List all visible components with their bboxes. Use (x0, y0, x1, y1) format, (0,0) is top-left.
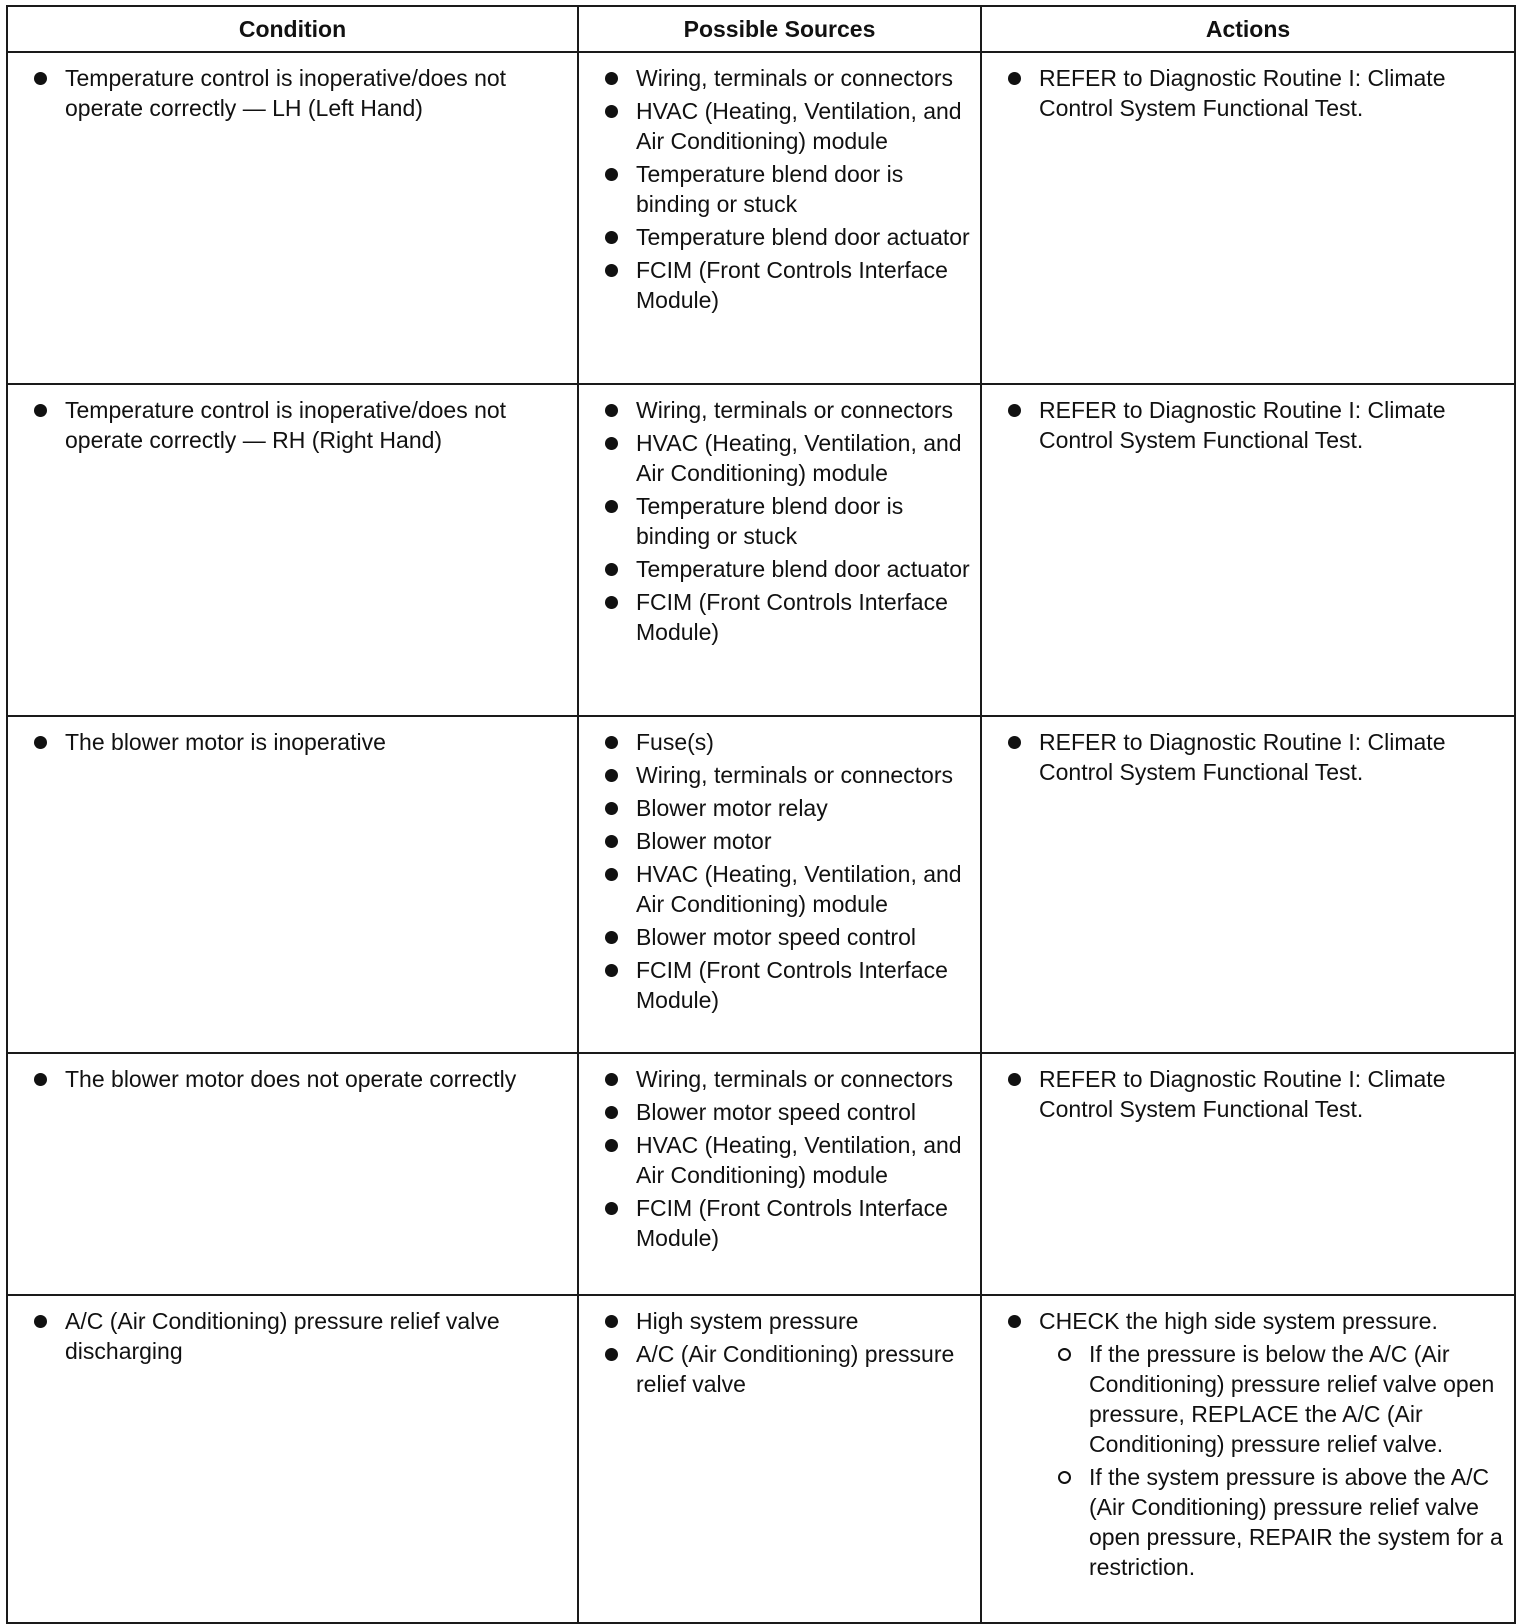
source-text: HVAC (Heating, Ventilation, and Air Conditioning) module (636, 430, 962, 486)
source-item (601, 1306, 972, 1336)
source-item (601, 159, 972, 219)
sub-action-item (1039, 1462, 1506, 1582)
bullet-icon (605, 264, 618, 277)
bullet-icon (605, 404, 618, 417)
source-text: FCIM (Front Controls Interface Module) (636, 257, 948, 313)
source-item (601, 922, 972, 952)
condition-text: Temperature control is inoperative/does not operate correctly — LH (Left Hand) (65, 65, 507, 121)
table-header-row (7, 6, 1515, 52)
condition-text: Temperature control is inoperative/does not operate correctly — RH (Right Hand) (65, 397, 507, 453)
source-item (601, 859, 972, 919)
source-item (601, 826, 972, 856)
actions-cell (981, 716, 1515, 1053)
bullet-icon (605, 437, 618, 450)
bullet-icon (605, 736, 618, 749)
diagnostic-table-page (6, 5, 1514, 1624)
source-text: HVAC (Heating, Ventilation, and Air Conditioning) module (636, 861, 962, 917)
bullet-icon (605, 500, 618, 513)
source-item (601, 63, 972, 93)
source-item (601, 222, 972, 252)
header-condition: Condition (7, 6, 578, 52)
source-text: Wiring, terminals or connectors (636, 397, 953, 423)
source-item (601, 727, 972, 757)
sub-action-item (1039, 1339, 1506, 1459)
source-text: Temperature blend door is binding or stuck (636, 493, 904, 549)
table-row (7, 1053, 1515, 1295)
bullet-icon (1008, 72, 1021, 85)
bullet-icon (605, 835, 618, 848)
source-item (601, 587, 972, 647)
condition-text: The blower motor is inoperative (65, 729, 386, 755)
source-text: Temperature blend door is binding or stuck (636, 161, 904, 217)
bullet-icon (34, 1315, 47, 1328)
condition-item (30, 63, 569, 123)
condition-cell (7, 52, 578, 384)
bullet-icon (605, 105, 618, 118)
condition-cell (7, 716, 578, 1053)
source-text: FCIM (Front Controls Interface Module) (636, 1195, 948, 1251)
condition-text: A/C (Air Conditioning) pressure relief valve discharging (65, 1308, 500, 1364)
sources-cell (578, 716, 981, 1053)
source-text: A/C (Air Conditioning) pressure relief valve (636, 1341, 955, 1397)
bullet-icon (1008, 1073, 1021, 1086)
bullet-icon (605, 563, 618, 576)
bullet-icon (605, 72, 618, 85)
condition-text: The blower motor does not operate correctly (65, 1066, 517, 1092)
bullet-icon (34, 736, 47, 749)
actions-cell (981, 1295, 1515, 1623)
bullet-icon (1008, 1315, 1021, 1328)
source-text: FCIM (Front Controls Interface Module) (636, 957, 948, 1013)
source-item (601, 428, 972, 488)
source-text: HVAC (Heating, Ventilation, and Air Conditioning) module (636, 1132, 962, 1188)
action-item (1004, 727, 1506, 787)
condition-item (30, 727, 569, 757)
source-item (601, 1193, 972, 1253)
sources-cell (578, 384, 981, 716)
action-text: REFER to Diagnostic Routine I: Climate Control System Functional Test. (1039, 729, 1446, 785)
bullet-icon (605, 964, 618, 977)
bullet-icon (605, 1106, 618, 1119)
bullet-icon (605, 1202, 618, 1215)
table-row (7, 52, 1515, 384)
bullet-icon (34, 1073, 47, 1086)
bullet-icon (605, 868, 618, 881)
sources-cell (578, 52, 981, 384)
bullet-icon (34, 72, 47, 85)
actions-cell (981, 1053, 1515, 1295)
header-possible-sources: Possible Sources (578, 6, 981, 52)
source-item (601, 491, 972, 551)
actions-cell (981, 384, 1515, 716)
source-item (601, 255, 972, 315)
action-text: REFER to Diagnostic Routine I: Climate Control System Functional Test. (1039, 1066, 1446, 1122)
action-item (1004, 1064, 1506, 1124)
source-text: Fuse(s) (636, 729, 714, 755)
source-text: Wiring, terminals or connectors (636, 1066, 953, 1092)
source-item (601, 760, 972, 790)
condition-item (30, 1306, 569, 1366)
source-item (601, 96, 972, 156)
bullet-icon (605, 168, 618, 181)
source-text: Blower motor speed control (636, 1099, 916, 1125)
hollow-bullet-icon (1058, 1471, 1071, 1484)
sources-cell (578, 1053, 981, 1295)
sources-cell (578, 1295, 981, 1623)
action-text: REFER to Diagnostic Routine I: Climate Control System Functional Test. (1039, 65, 1446, 121)
source-text: Blower motor speed control (636, 924, 916, 950)
source-item (601, 1130, 972, 1190)
source-text: Temperature blend door actuator (636, 224, 970, 250)
action-text: REFER to Diagnostic Routine I: Climate Control System Functional Test. (1039, 397, 1446, 453)
source-text: High system pressure (636, 1308, 859, 1334)
condition-item (30, 395, 569, 455)
bullet-icon (605, 1348, 618, 1361)
source-item (601, 554, 972, 584)
bullet-icon (605, 1139, 618, 1152)
sub-action-text: If the pressure is below the A/C (Air Conditioning) pressure relief valve open pressure, REPLACE the A/C (Air Conditioning) pressure relief valve. (1089, 1341, 1495, 1457)
condition-cell (7, 1053, 578, 1295)
bullet-icon (605, 596, 618, 609)
action-item (1004, 1306, 1506, 1582)
source-text: FCIM (Front Controls Interface Module) (636, 589, 948, 645)
bullet-icon (1008, 404, 1021, 417)
source-text: Wiring, terminals or connectors (636, 65, 953, 91)
bullet-icon (605, 1073, 618, 1086)
condition-item (30, 1064, 569, 1094)
bullet-icon (605, 769, 618, 782)
source-text: Temperature blend door actuator (636, 556, 970, 582)
source-item (601, 395, 972, 425)
source-text: HVAC (Heating, Ventilation, and Air Conditioning) module (636, 98, 962, 154)
bullet-icon (34, 404, 47, 417)
action-text: CHECK the high side system pressure. (1039, 1308, 1438, 1334)
condition-cell (7, 384, 578, 716)
bullet-icon (605, 1315, 618, 1328)
source-text: Wiring, terminals or connectors (636, 762, 953, 788)
source-item (601, 1064, 972, 1094)
bullet-icon (605, 231, 618, 244)
action-item (1004, 395, 1506, 455)
bullet-icon (605, 802, 618, 815)
bullet-icon (1008, 736, 1021, 749)
hollow-bullet-icon (1058, 1348, 1071, 1361)
table-row (7, 384, 1515, 716)
bullet-icon (605, 931, 618, 944)
actions-cell (981, 52, 1515, 384)
sub-action-text: If the system pressure is above the A/C (Air Conditioning) pressure relief valve open pressure, REPAIR the system for a restriction. (1089, 1464, 1503, 1580)
source-item (601, 793, 972, 823)
symptom-chart-table (6, 5, 1516, 1624)
source-text: Blower motor (636, 828, 772, 854)
source-item (601, 1339, 972, 1399)
table-row (7, 1295, 1515, 1623)
condition-cell (7, 1295, 578, 1623)
table-row (7, 716, 1515, 1053)
source-item (601, 1097, 972, 1127)
header-actions: Actions (981, 6, 1515, 52)
source-text: Blower motor relay (636, 795, 828, 821)
source-item (601, 955, 972, 1015)
action-item (1004, 63, 1506, 123)
